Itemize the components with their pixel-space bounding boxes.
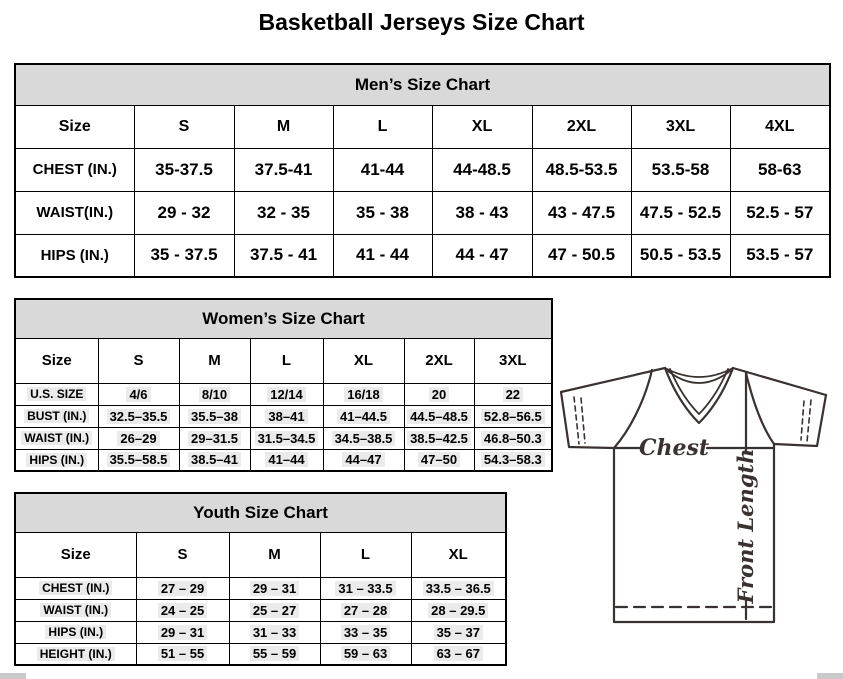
size-value-cell — [474, 427, 552, 449]
size-corner-header: Size — [15, 105, 134, 148]
size-value-text: 32.5–35.5 — [107, 409, 171, 424]
size-value-text: 29 – 31 — [250, 581, 299, 596]
row-label — [15, 383, 98, 405]
jersey-left-cuff-stitch — [574, 397, 585, 444]
size-value-text: 55 – 59 — [250, 646, 299, 661]
column-header-l: L — [333, 105, 432, 148]
size-value-cell — [136, 643, 229, 665]
size-value-cell — [179, 383, 250, 405]
size-value-cell: 44 - 47 — [432, 234, 532, 277]
measurement-row — [15, 405, 552, 427]
row-label: CHEST (IN.) — [15, 148, 134, 191]
scrollbar-corner-left[interactable] — [0, 673, 26, 679]
row-label — [15, 599, 136, 621]
measurement-row — [15, 449, 552, 471]
row-label — [15, 427, 98, 449]
size-value-cell: 58-63 — [730, 148, 830, 191]
size-value-cell: 43 - 47.5 — [532, 191, 631, 234]
size-value-text: 16/18 — [344, 387, 383, 402]
chest-label: Chest — [638, 435, 710, 461]
size-value-cell — [323, 427, 404, 449]
row-label: HIPS (IN.) — [15, 234, 134, 277]
size-value-cell — [320, 599, 411, 621]
size-value-cell — [404, 405, 474, 427]
size-value-text: 38.5–42.5 — [407, 431, 471, 446]
size-value-cell: 47.5 - 52.5 — [631, 191, 730, 234]
size-value-text: 20 — [429, 387, 449, 402]
jersey-right-sleeve — [774, 395, 826, 446]
size-value-cell — [320, 643, 411, 665]
chart-band-title: Youth Size Chart — [15, 493, 506, 532]
size-value-cell: 41-44 — [333, 148, 432, 191]
mens_chart-band — [15, 64, 830, 105]
column-header-3xl: 3XL — [474, 338, 552, 383]
column-header-2xl: 2XL — [532, 105, 631, 148]
jersey-right-armhole-seam — [746, 373, 774, 444]
size-value-text: 25 – 27 — [250, 603, 299, 618]
size-value-cell — [411, 577, 506, 599]
row-label-text: HIPS (IN.) — [26, 453, 87, 467]
size-value-cell: 53.5-58 — [631, 148, 730, 191]
size-value-cell: 35-37.5 — [134, 148, 234, 191]
size-value-text: 41–44 — [265, 452, 307, 467]
size-value-cell — [323, 405, 404, 427]
size-value-cell — [474, 383, 552, 405]
size-value-text: 33.5 – 36.5 — [423, 581, 494, 596]
youth-size-chart-table — [14, 492, 507, 666]
size-value-cell — [179, 449, 250, 471]
size-value-cell: 41 - 44 — [333, 234, 432, 277]
size-value-cell — [474, 405, 552, 427]
row-label-text: BUST (IN.) — [24, 409, 89, 423]
size-value-cell: 53.5 - 57 — [730, 234, 830, 277]
womens-size-chart-section — [14, 298, 553, 472]
youth-size-chart-section — [14, 492, 507, 666]
column-header-4xl: 4XL — [730, 105, 830, 148]
size-value-cell: 44-48.5 — [432, 148, 532, 191]
size-value-text: 46.8–50.3 — [481, 431, 545, 446]
size-value-cell — [404, 449, 474, 471]
measurement-row — [15, 427, 552, 449]
size-value-text: 4/6 — [126, 387, 150, 402]
size-corner-header: Size — [15, 338, 98, 383]
size-value-text: 29 – 31 — [158, 625, 207, 640]
column-header-m: M — [234, 105, 333, 148]
size-value-cell — [136, 577, 229, 599]
row-label-text: U.S. SIZE — [27, 387, 86, 401]
row-label-text: WAIST (IN.) — [21, 431, 92, 445]
row-label-text: WAIST (IN.) — [40, 603, 111, 617]
size-value-cell — [250, 405, 323, 427]
measurement-row — [15, 643, 506, 665]
row-label-text: HEIGHT (IN.) — [37, 647, 115, 661]
size-value-text: 35.5–58.5 — [107, 452, 171, 467]
size-value-text: 31 – 33.5 — [335, 581, 395, 596]
size-value-cell — [323, 383, 404, 405]
row-label — [15, 405, 98, 427]
size-value-cell — [98, 427, 179, 449]
column-header-2xl: 2XL — [404, 338, 474, 383]
mens_chart-header-row — [15, 105, 830, 148]
jersey-measurement-diagram — [556, 360, 838, 630]
size-value-cell: 38 - 43 — [432, 191, 532, 234]
size-value-cell — [250, 383, 323, 405]
size-value-cell: 37.5 - 41 — [234, 234, 333, 277]
size-value-cell: 35 - 37.5 — [134, 234, 234, 277]
chart-band-title: Men’s Size Chart — [15, 64, 830, 105]
size-value-text: 51 – 55 — [158, 646, 207, 661]
row-label — [15, 643, 136, 665]
womens_chart-header-row — [15, 338, 552, 383]
size-value-cell — [229, 621, 320, 643]
size-value-text: 22 — [503, 387, 523, 402]
size-value-text: 38–41 — [265, 409, 307, 424]
size-value-text: 27 – 28 — [341, 603, 390, 618]
size-value-cell — [179, 427, 250, 449]
measurement-row — [15, 148, 830, 191]
column-header-s: S — [98, 338, 179, 383]
size-value-cell — [229, 577, 320, 599]
mens-size-chart-table — [14, 63, 831, 278]
size-value-text: 47–50 — [418, 452, 460, 467]
size-value-cell: 47 - 50.5 — [532, 234, 631, 277]
size-value-cell — [229, 599, 320, 621]
jersey-right-cuff-stitch — [801, 400, 811, 442]
column-header-xl: XL — [432, 105, 532, 148]
size-value-cell: 50.5 - 53.5 — [631, 234, 730, 277]
row-label-text: CHEST (IN.) — [39, 581, 112, 595]
column-header-m: M — [179, 338, 250, 383]
size-value-cell: 37.5-41 — [234, 148, 333, 191]
measurement-row — [15, 234, 830, 277]
page-title: Basketball Jerseys Size Chart — [258, 9, 585, 35]
size-value-cell — [411, 643, 506, 665]
size-value-text: 31 – 33 — [250, 625, 299, 640]
measurement-row — [15, 577, 506, 599]
column-header-l: L — [250, 338, 323, 383]
column-header-m: M — [229, 532, 320, 577]
size-value-cell — [411, 599, 506, 621]
size-value-cell — [136, 621, 229, 643]
size-value-cell — [411, 621, 506, 643]
size-value-cell: 32 - 35 — [234, 191, 333, 234]
row-label — [15, 577, 136, 599]
size-value-text: 29–31.5 — [188, 431, 241, 446]
size-value-cell — [98, 405, 179, 427]
row-label: WAIST(IN.) — [15, 191, 134, 234]
mens-size-chart-section — [14, 63, 831, 278]
size-value-cell — [229, 643, 320, 665]
column-header-l: L — [320, 532, 411, 577]
size-value-text: 31.5–34.5 — [255, 431, 319, 446]
size-value-cell — [404, 383, 474, 405]
size-value-text: 35.5–38 — [188, 409, 241, 424]
size-value-cell: 35 - 38 — [333, 191, 432, 234]
size-value-cell — [136, 599, 229, 621]
size-value-text: 8/10 — [199, 387, 230, 402]
size-value-cell: 29 - 32 — [134, 191, 234, 234]
size-value-cell — [250, 449, 323, 471]
front-length-label: Front Length — [733, 448, 758, 604]
row-label — [15, 449, 98, 471]
size-value-text: 27 – 29 — [158, 581, 207, 596]
column-header-xl: XL — [411, 532, 506, 577]
scrollbar-corner-right[interactable] — [817, 673, 843, 679]
size-value-text: 63 – 67 — [434, 646, 483, 661]
size-value-text: 33 – 35 — [341, 625, 390, 640]
size-value-cell — [323, 449, 404, 471]
size-value-text: 34.5–38.5 — [332, 431, 396, 446]
size-value-cell — [250, 427, 323, 449]
measurement-row — [15, 383, 552, 405]
size-value-cell — [98, 449, 179, 471]
size-value-text: 35 – 37 — [434, 625, 483, 640]
size-value-text: 26–29 — [117, 431, 159, 446]
size-value-text: 54.3–58.3 — [481, 452, 545, 467]
jersey-collar-v-inner — [670, 369, 728, 414]
size-value-text: 28 – 29.5 — [428, 603, 488, 618]
size-value-text: 44–47 — [342, 452, 384, 467]
size-corner-header: Size — [15, 532, 136, 577]
size-value-cell — [98, 383, 179, 405]
column-header-xl: XL — [323, 338, 404, 383]
size-value-cell — [320, 621, 411, 643]
measurement-row — [15, 191, 830, 234]
size-value-cell — [320, 577, 411, 599]
measurement-row — [15, 621, 506, 643]
size-value-text: 24 – 25 — [158, 603, 207, 618]
size-value-cell — [474, 449, 552, 471]
youth_chart-header-row — [15, 532, 506, 577]
row-label-text: HIPS (IN.) — [45, 625, 106, 639]
size-value-text: 41–44.5 — [337, 409, 390, 424]
size-value-text: 44.5–48.5 — [407, 409, 471, 424]
size-value-text: 12/14 — [267, 387, 306, 402]
measurement-row — [15, 599, 506, 621]
womens_chart-band — [15, 299, 552, 338]
size-value-cell: 48.5-53.5 — [532, 148, 631, 191]
column-header-3xl: 3XL — [631, 105, 730, 148]
row-label — [15, 621, 136, 643]
youth_chart-band — [15, 493, 506, 532]
womens-size-chart-table — [14, 298, 553, 472]
column-header-s: S — [136, 532, 229, 577]
column-header-s: S — [134, 105, 234, 148]
size-value-text: 59 – 63 — [341, 646, 390, 661]
size-value-cell: 52.5 - 57 — [730, 191, 830, 234]
jersey-left-sleeve — [561, 392, 614, 448]
size-value-text: 38.5–41 — [188, 452, 241, 467]
size-value-text: 52.8–56.5 — [481, 409, 545, 424]
chart-band-title: Women’s Size Chart — [15, 299, 552, 338]
size-value-cell — [179, 405, 250, 427]
size-value-cell — [404, 427, 474, 449]
